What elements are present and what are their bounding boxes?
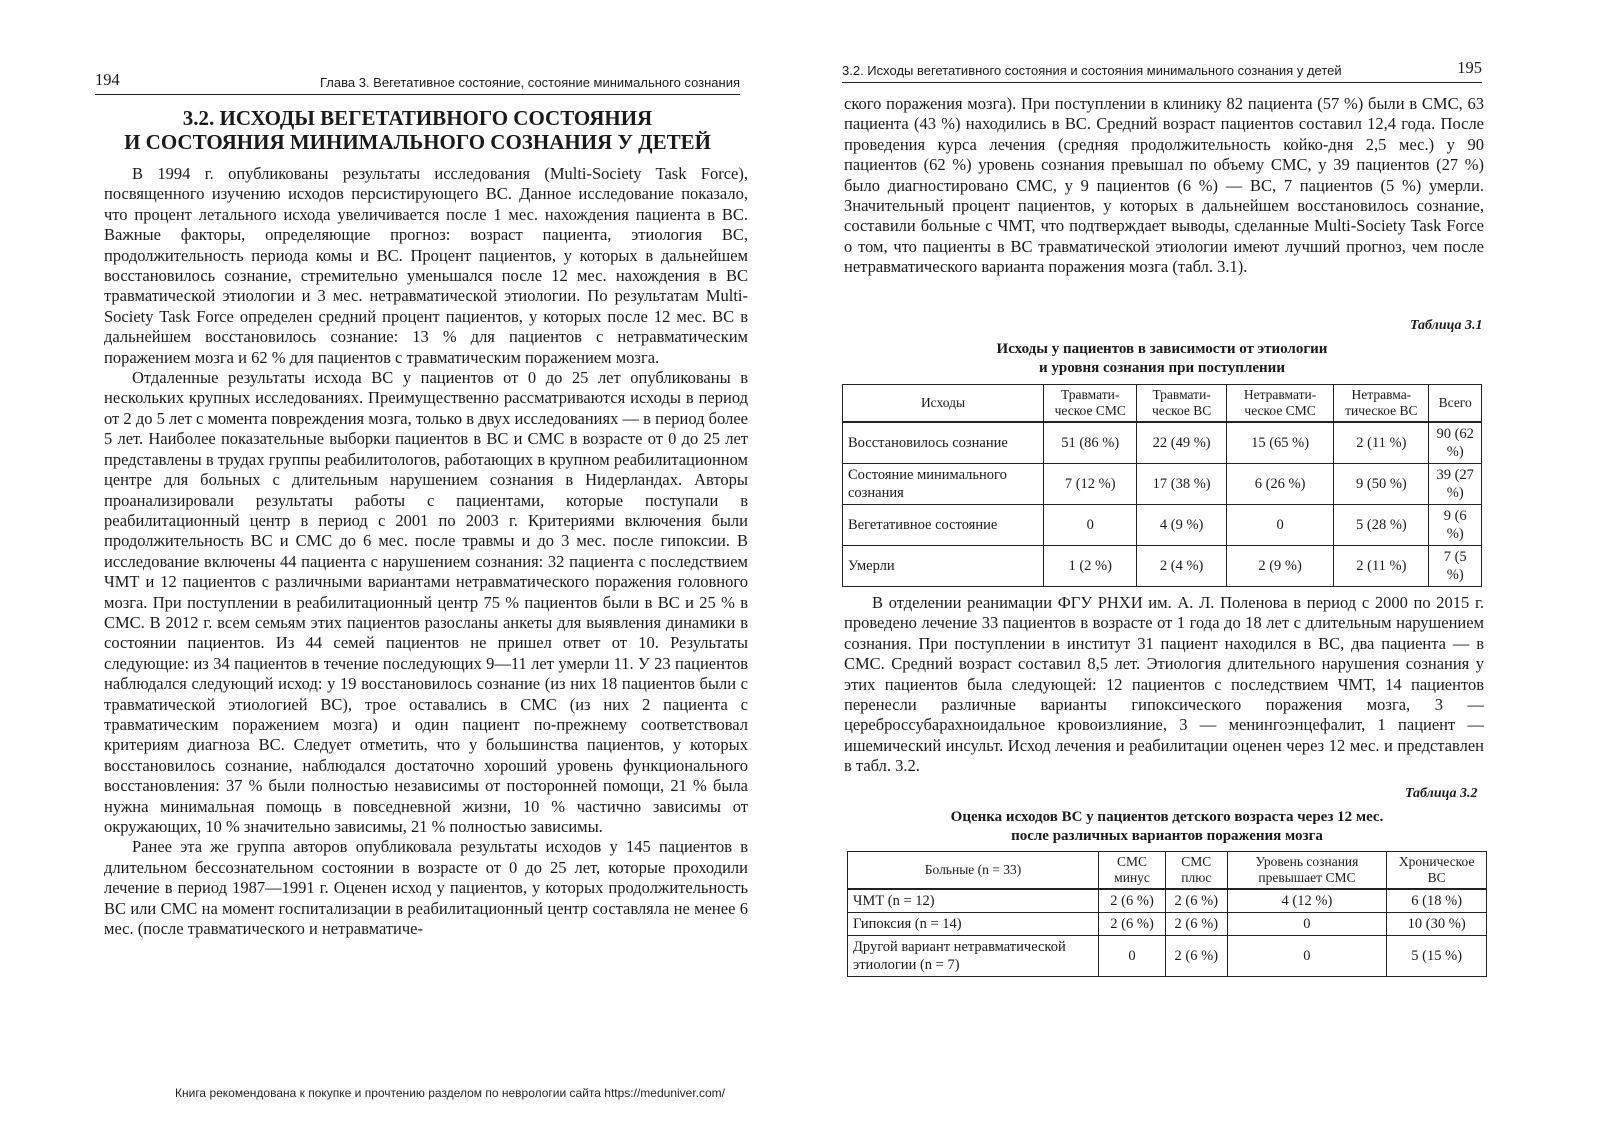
- body-text: [844, 94, 1484, 278]
- body-text: [104, 164, 748, 939]
- section-heading: [95, 106, 740, 154]
- table-cell: 6 (18 %): [1387, 889, 1487, 913]
- right-page: [790, 0, 1600, 1132]
- table-cell: 4 (9 %): [1137, 505, 1226, 546]
- table-header-row: [848, 852, 1487, 890]
- running-head: [95, 70, 740, 95]
- table-cell: 0: [1226, 505, 1334, 546]
- column-header: Больные (n = 33): [848, 852, 1099, 890]
- column-header: Всего: [1429, 385, 1482, 423]
- table-title-line-1: Оценка исходов ВС у пациентов детского возраста через 12 мес.: [950, 809, 1384, 825]
- table-cell: 0: [1227, 936, 1387, 977]
- table-cell: 22 (49 %): [1137, 422, 1226, 464]
- table-cell: 0: [1044, 505, 1137, 546]
- running-head: [842, 58, 1482, 83]
- table-cell: 7 (5 %): [1429, 546, 1482, 587]
- table-cell: 39 (27 %): [1429, 464, 1482, 505]
- column-header: Травмати-ческое ВС: [1137, 385, 1226, 423]
- paragraph: ского поражения мозга). При поступлении в клинику 82 пациента (57 %) были в СМС, 63 пациента (43 %) находились в ВС. Средний возраст пациентов составил 12,4 года. После проведения курса лечения (средняя продолжительность койко-дня 2,5 мес.) у 90 пациентов (62 %) уровень сознания превышал по объему СМС, у 39 пациентов (27 %) было диагностировано СМС, у 9 пациентов (6 %) — ВС, 7 пациентов (5 %) умерли. Значительный процент пациентов, у которых в дальнейшем восстановилось сознание, составили больные с ЧМТ, что подтверждает выводы, сделанные Multi-Society Task Force о том, что пациенты в ВС травматической этиологии имеют лучший прогноз, чем после нетравматического варианта поражения мозга (табл. 3.1).: [844, 94, 1484, 277]
- row-label: Восстановилось сознание: [843, 422, 1044, 464]
- footer-note: Книга рекомендована к покупке и прочтению разделом по неврологии сайта https://meduniver.com/: [175, 1086, 726, 1100]
- column-header: Нетравмати-ческое СМС: [1226, 385, 1334, 423]
- column-header: Исходы: [843, 385, 1044, 423]
- table-cell: 51 (86 %): [1044, 422, 1137, 464]
- section-heading-line-2: И СОСТОЯНИЯ МИНИМАЛЬНОГО СОЗНАНИЯ У ДЕТЕЙ: [124, 130, 711, 154]
- paragraph: В отделении реанимации ФГУ РНХИ им. А. Л. Поленова в период с 2000 по 2015 г. проведено лечение 33 пациентов в возрасте от 1 года до 18 лет с длительным нарушением сознания. При поступлении в институт 31 пациент находился в ВС, два пациента — в СМС. Средний возраст составил 8,5 лет. Этиология длительного нарушения сознания у этих пациентов была следующей: 12 пациентов с последствием ЧМТ, 14 пациентов перенесли различные варианты гипоксического поражения мозга, 3 — цереброссубарахноидальное кровоизлияние, 3 — менингоэнцефалит, 1 пациент — ишемический инсульт. Исход лечения и реабилитации оценен через 12 мес. и представлен в табл. 3.2.: [844, 593, 1484, 776]
- table-title-line-2: и уровня сознания при поступлении: [1039, 360, 1285, 376]
- body-text: [844, 593, 1484, 777]
- table-cell: 10 (30 %): [1387, 913, 1487, 936]
- table-cell: 17 (38 %): [1137, 464, 1226, 505]
- table-title-line-1: Исходы у пациентов в зависимости от этиологии: [996, 341, 1328, 357]
- table-cell: 6 (26 %): [1226, 464, 1334, 505]
- table-cell: 15 (65 %): [1226, 422, 1334, 464]
- table-cell: 90 (62 %): [1429, 422, 1482, 464]
- section-heading-line-1: 3.2. ИСХОДЫ ВЕГЕТАТИВНОГО СОСТОЯНИЯ: [182, 106, 653, 130]
- table-cell: 2 (11 %): [1334, 422, 1429, 464]
- row-label: Умерли: [843, 546, 1044, 587]
- table-cell: 7 (12 %): [1044, 464, 1137, 505]
- left-page: [0, 0, 790, 1132]
- page-number: 195: [1457, 58, 1482, 77]
- column-header: Уровень сознания превышает СМС: [1227, 852, 1387, 890]
- table-cell: 9 (50 %): [1334, 464, 1429, 505]
- table-cell: 9 (6 %): [1429, 505, 1482, 546]
- paragraph: В 1994 г. опубликованы результаты исследования (Multi-Society Task Force), посвященного изучению исходов персистирующего ВС. Данное исследование показало, что процент летального исхода увеличивается после 1 мес. нахождения пациента в ВС. Важные факторы, определяющие прогноз: возраст пациента, этиология ВС, продолжительность периода комы и ВС. Процент пациентов, у которых в дальнейшем восстановилось сознание, стремительно уменьшался после 12 мес. нахождения в ВС травматической этиологии и 3 мес. нетравматической этиологии. По результатам Multi-Society Task Force определен средний процент пациентов, у которых после 12 мес. ВС в дальнейшем восстановилось сознание: 13 % для пациентов с нетравматическим поражением мозга и 62 % для пациентов с травматическим поражением мозга.: [104, 164, 748, 367]
- table-cell: 2 (4 %): [1137, 546, 1226, 587]
- row-label: Вегетативное состояние: [843, 505, 1044, 546]
- table-title: [842, 340, 1482, 378]
- table-cell: 5 (15 %): [1387, 936, 1487, 977]
- table-row: [843, 505, 1482, 546]
- table-cell: 2 (9 %): [1226, 546, 1334, 587]
- column-header: Нетравма-тическое ВС: [1334, 385, 1429, 423]
- column-header: Хроническое ВС: [1387, 852, 1487, 890]
- column-header: СМС плюс: [1166, 852, 1227, 890]
- page-number: 194: [95, 70, 120, 89]
- table-row: [843, 422, 1482, 464]
- table-cell: 0: [1227, 913, 1387, 936]
- table-cell: 2 (6 %): [1099, 913, 1166, 936]
- row-label: ЧМТ (n = 12): [848, 889, 1099, 913]
- table-cell: 2 (6 %): [1166, 913, 1227, 936]
- paragraph: Отдаленные результаты исхода ВС у пациентов от 0 до 25 лет опубликованы в нескольких крупных исследованиях. Преимущественно рассматриваются исходы в период от 2 до 5 лет с момента повреждения мозга, только в двух исследованиях — в период более 5 лет. Наиболее показательные выборки пациентов в ВС и СМС в возрасте от 0 до 25 лет представлены в трудах группы реабилитологов, работающих в крупном реабилитационном центре для больных с длительным нарушением сознания в Нидерландах. Авторы проанализировали результаты работы с пациентами, которые поступали в реабилитационный центр в период с 2001 по 2003 г. Критериями включения были продолжительность ВС и СМС до 6 мес. после травмы и до 3 мес. после гипоксии. В исследование включены 44 пациента с нарушением сознания: 32 пациента с последствием ЧМТ и 12 пациентов с различными вариантами нетравматического поражения головного мозга. При поступлении в реабилитационный центр 75 % пациентов были в ВС и 25 % в СМС. В 2012 г. всем семьям этих пациентов разосланы анкеты для выявления динамики в состоянии пациентов. Из 44 семей пациентов не пришел ответ от 10. Результаты следующие: из 34 пациентов в течение последующих 9—11 лет умерли 11. У 23 пациентов наблюдался следующий исход: у 19 восстановилось сознание (из них 18 пациентов были с травматической этиологией ВС), трое оставались в СМС (из них 2 пациента с травматическим поражением мозга) и один пациент по-прежнему соответствовал критериям диагноза ВС. Следует отметить, что у большинства пациентов, у которых восстановилось сознание, наблюдался достаточно хороший уровень функционального восстановления: 37 % были полностью независимы от посторонней помощи, 21 % была нужна минимальная помощь в повседневной жизни, 10 % частично зависимы от окружающих, 10 % значительно зависимы, 21 % полностью зависимы.: [104, 368, 748, 836]
- table-cell: 1 (2 %): [1044, 546, 1137, 587]
- table-header-row: [843, 385, 1482, 423]
- table-row: [848, 913, 1487, 936]
- table-title: [847, 808, 1487, 846]
- column-header: СМС минус: [1099, 852, 1166, 890]
- table-cell: 5 (28 %): [1334, 505, 1429, 546]
- row-label: Состояние минимального сознания: [843, 464, 1044, 505]
- table-row: [843, 464, 1482, 505]
- table-cell: 0: [1099, 936, 1166, 977]
- table-label: Таблица 3.1: [1410, 318, 1483, 333]
- column-header: Травмати-ческое СМС: [1044, 385, 1137, 423]
- table-row: [848, 936, 1487, 977]
- table-cell: 2 (6 %): [1166, 889, 1227, 913]
- outcomes-table: [842, 384, 1482, 587]
- running-head-title: 3.2. Исходы вегетативного состояния и состояния минимального сознания у детей: [842, 63, 1342, 78]
- table-cell: 2 (6 %): [1099, 889, 1166, 913]
- table-label: Таблица 3.2: [1405, 786, 1478, 801]
- table-row: [848, 889, 1487, 913]
- table-cell: 4 (12 %): [1227, 889, 1387, 913]
- table-title-line-2: после различных вариантов поражения мозга: [1011, 828, 1323, 844]
- table-cell: 2 (11 %): [1334, 546, 1429, 587]
- running-head-title: Глава 3. Вегетативное состояние, состояние минимального сознания: [320, 75, 740, 90]
- chronic-vs-table: [847, 851, 1487, 977]
- table-cell: 2 (6 %): [1166, 936, 1227, 977]
- table-row: [843, 546, 1482, 587]
- row-label: Гипоксия (n = 14): [848, 913, 1099, 936]
- row-label: Другой вариант нетравматической этиологии (n = 7): [848, 936, 1099, 977]
- paragraph: Ранее эта же группа авторов опубликовала результаты исходов у 145 пациентов в длительном бессознательном состоянии в возрасте от 0 до 25 лет, которые проходили лечение в период 1987—1991 г. Оценен исход у пациентов, у которых продолжительность ВС или СМС на момент госпитализации в реабилитационный центр составляла не менее 6 мес. (после травматического и нетравматиче-: [104, 837, 748, 939]
